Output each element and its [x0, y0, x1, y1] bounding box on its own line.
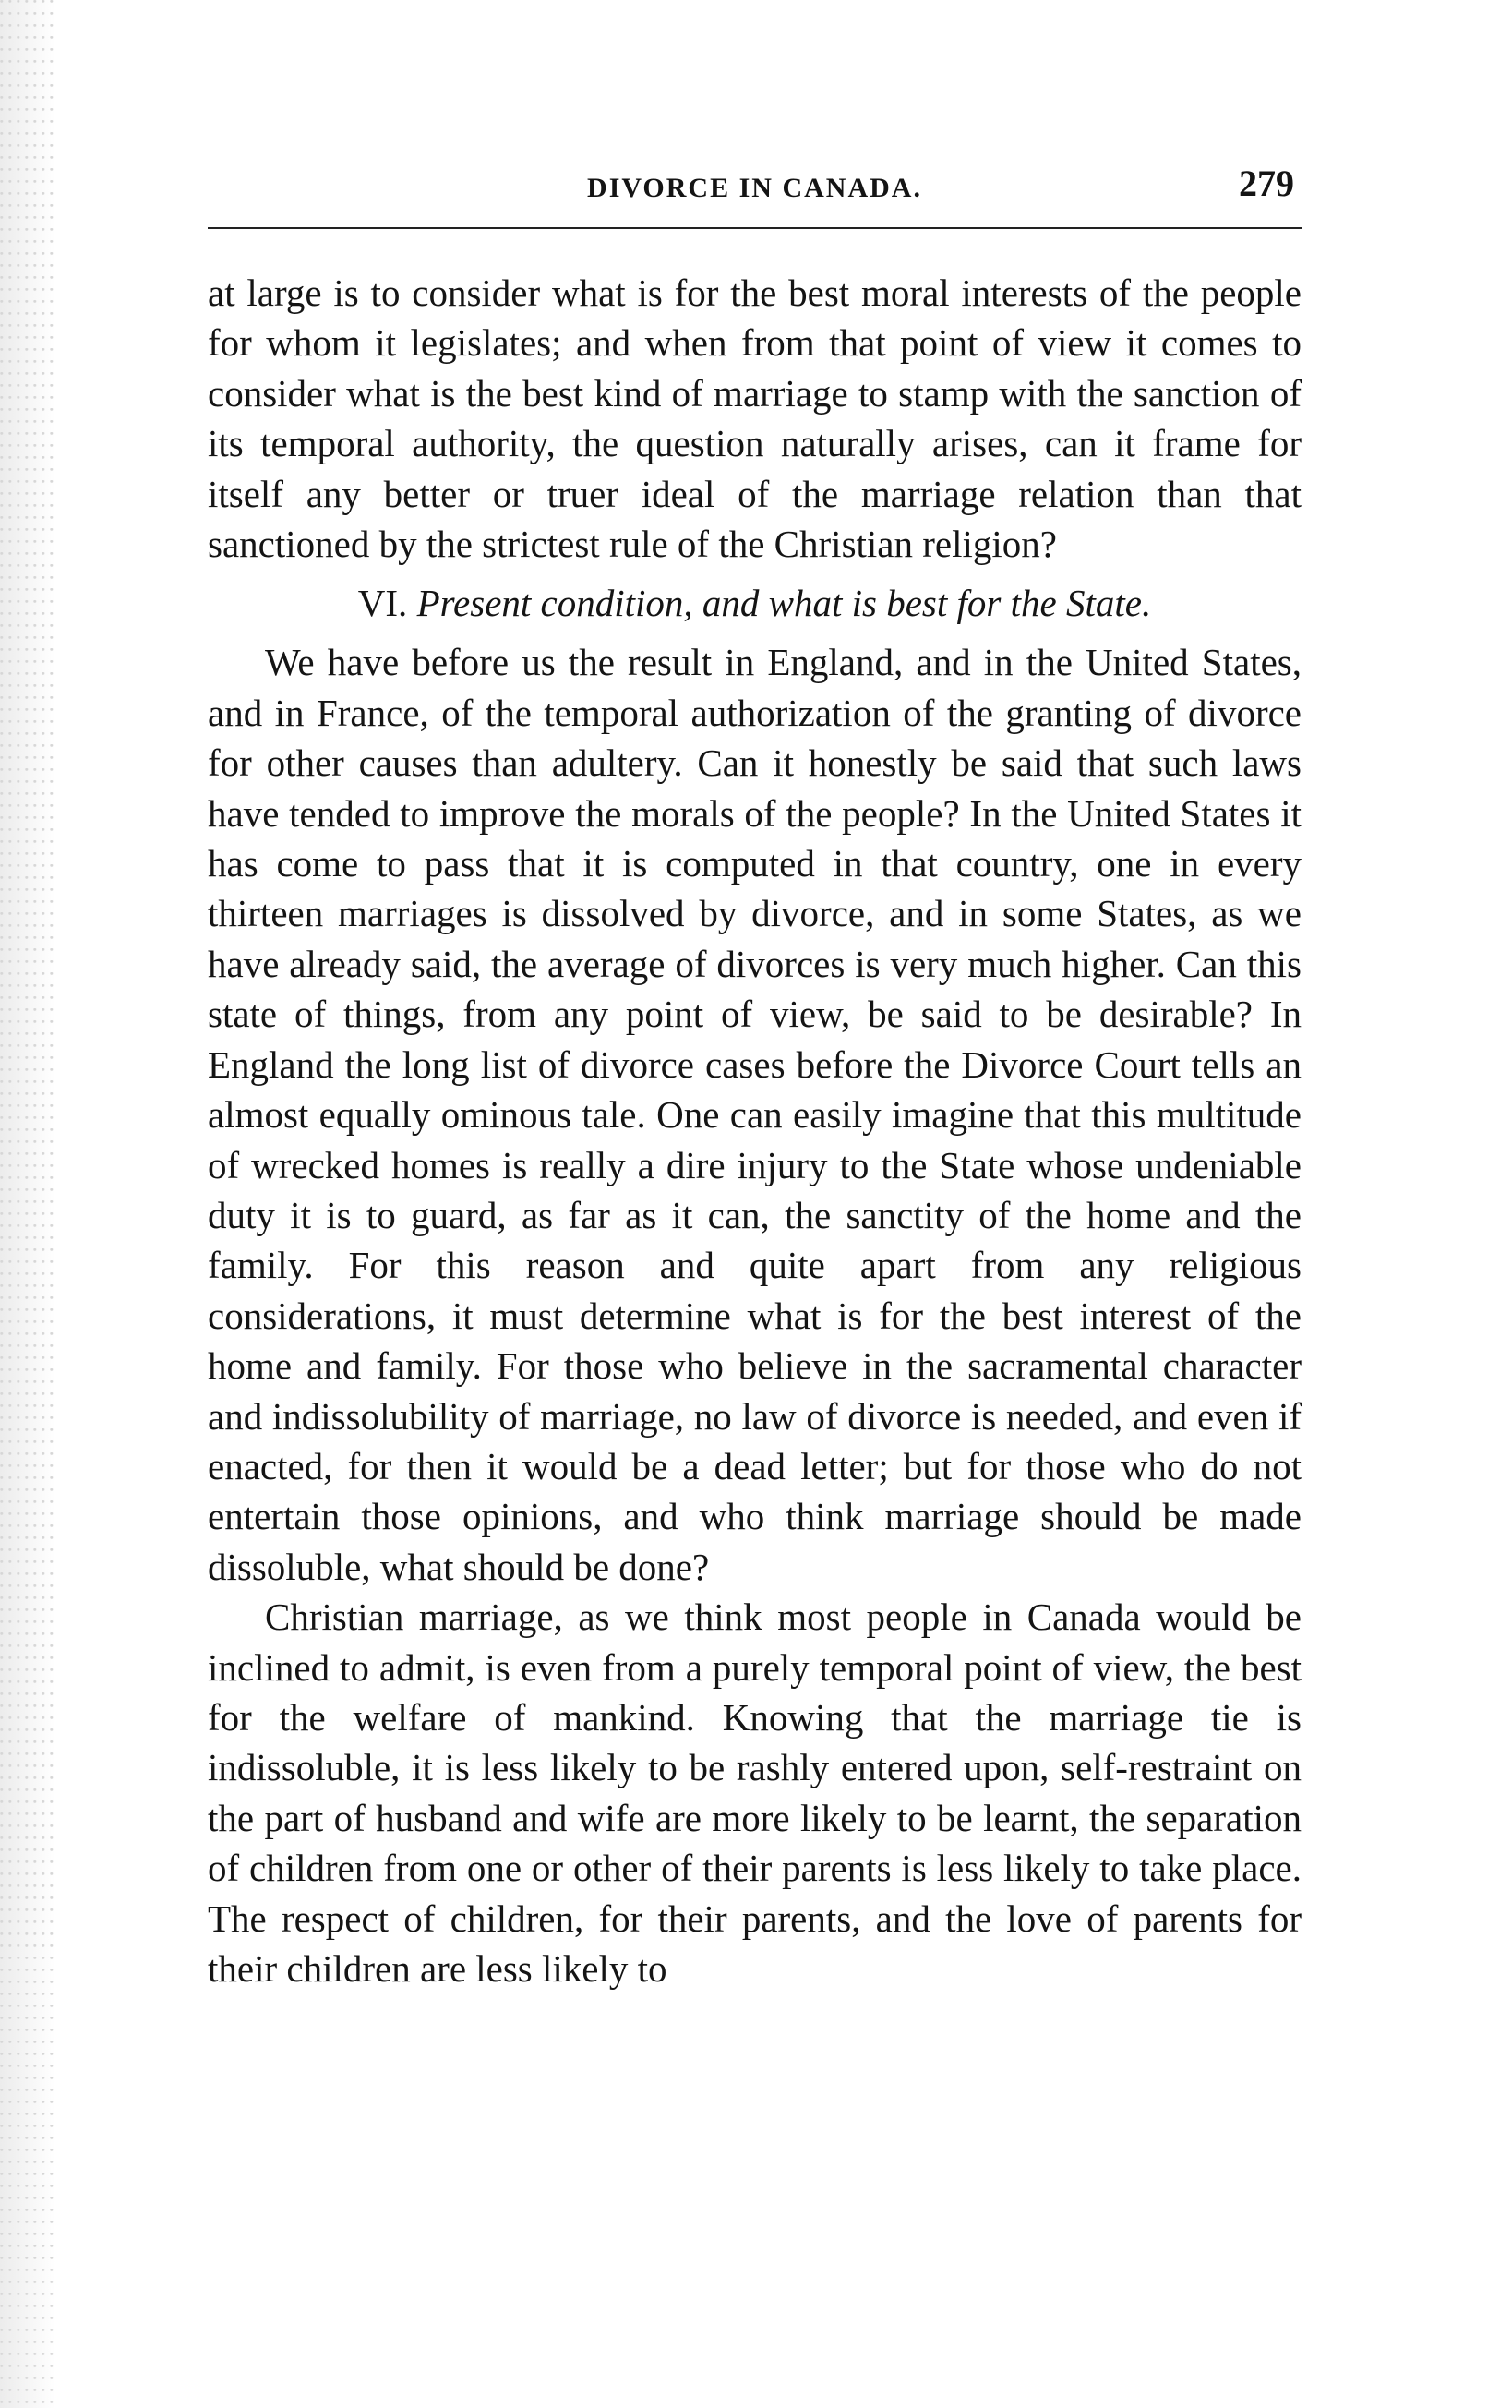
page-body — [208, 268, 1302, 1993]
header-rule — [208, 227, 1302, 229]
paragraph-continued: at large is to consider what is for the best moral interests of the people for whom it legislates; and when from that point of view it comes to consider what is the best kind of marriage to stamp with the sanction of its temporal authority, the question naturally arises, can it frame for itself any better or truer ideal of the marriage relation than that sanctioned by the strictest rule of the Christian religion? — [208, 271, 1302, 566]
section-title: Present condition, and what is best for the State. — [416, 582, 1152, 625]
running-title: DIVORCE IN CANADA. — [587, 173, 922, 203]
page-number: 279 — [1239, 163, 1294, 204]
paragraph: We have before us the result in England, and in the United States, and in France, of the temporal authorization of the granting of divorce for other causes than adultery. Can it honestly be said that such laws have tended to improve the morals of the people? In the United States it has come to pass that it is computed in that country, one in every thirteen marriages is dissolved by divorce, and in some States, as we have already said, the average of divorces is very much higher. Can this state of things, from any point of view, be said to be desirable? In England the long list of divorce cases before the Divorce Court tells an almost equally ominous tale. One can easily imagine that this multitude of wrecked homes is really a dire injury to the State whose undeniable duty it is to guard, as far as it can, the sanctity of the home and the family. For this reason and quite apart from any religious considerations, it must determine what is for the best interest of the home and family. For those who believe in the sacramental character and indissolubility of marriage, no law of divorce is needed, and even if enacted, for then it would be a dead letter; but for those who do not entertain those opinions, and who think marriage should be made dissoluble, what should be done? — [208, 641, 1302, 1588]
section-heading — [208, 578, 1302, 628]
scanned-page-edge — [0, 0, 55, 2408]
page-header — [208, 162, 1302, 232]
section-number: VI. — [357, 582, 408, 625]
paragraph: Christian marriage, as we think most people in Canada would be inclined to admit, is even from a purely temporal point of view, the best for the welfare of mankind. Knowing that the marriage tie is indissoluble, it is less likely to be rashly entered upon, self-restraint on the part of husband and wife are more likely to be learnt, the separation of children from one or other of their parents is less likely to take place. The respect of children, for their parents, and the love of parents for their children are less likely to — [208, 1595, 1302, 1990]
